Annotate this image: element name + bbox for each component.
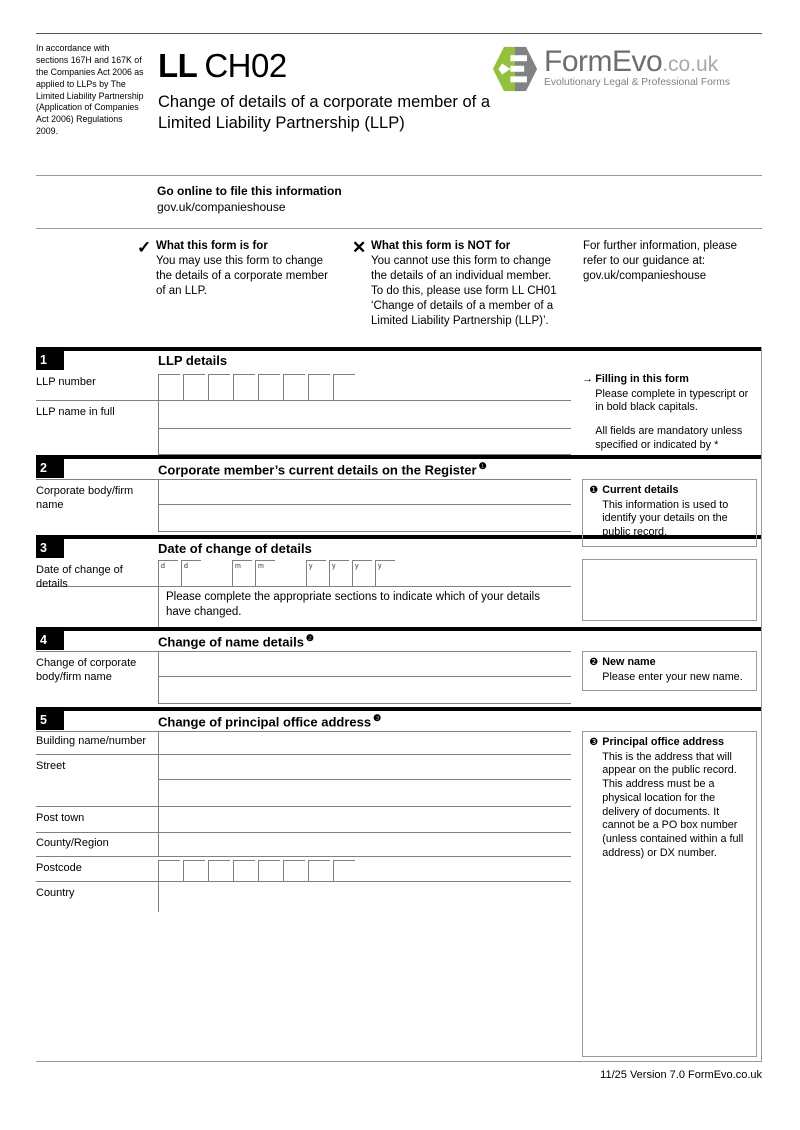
char-box[interactable] bbox=[233, 374, 255, 400]
char-box[interactable] bbox=[308, 860, 330, 881]
street-row bbox=[36, 755, 571, 780]
form-not-for-heading: What this form is NOT for bbox=[371, 240, 511, 252]
llp-number-boxes[interactable] bbox=[158, 371, 571, 400]
char-box[interactable] bbox=[183, 374, 205, 400]
form-footer: 11/25 Version 7.0 FormEvo.co.uk bbox=[600, 1069, 762, 1081]
logo-brand-text: FormEvo bbox=[544, 45, 663, 78]
section5-title bbox=[158, 711, 381, 731]
further-information-text: For further information, please refer to our guidance at: bbox=[583, 240, 738, 267]
section3-body bbox=[36, 559, 761, 627]
form-title-line1: Change of details of a corporate member of a bbox=[158, 93, 491, 111]
further-information bbox=[583, 239, 762, 347]
section5-title-marker: ❸ bbox=[373, 713, 382, 723]
note-current-body: This information is used to identify your details on the public record. bbox=[602, 498, 729, 539]
form-code bbox=[158, 47, 492, 85]
corporate-name-row2 bbox=[36, 505, 571, 532]
llp-name-row2 bbox=[36, 429, 571, 455]
year-box[interactable]: y bbox=[329, 560, 349, 586]
form-code-number: CH02 bbox=[204, 47, 287, 84]
note-principal-body: This is the address that will appear on the public record. This address must be a physical location for the delivery of documents. It cannot be a PO box number (unless contained within a full address) or DX number. bbox=[602, 750, 744, 859]
section4-title-text: Change of name details bbox=[158, 634, 304, 650]
section5-number-badge: 5 bbox=[36, 711, 64, 730]
postcode-label: Postcode bbox=[36, 862, 82, 874]
marker-3-icon: ❸ bbox=[589, 737, 599, 748]
month-box[interactable]: m bbox=[232, 560, 252, 586]
form-not-for-body: You cannot use this form to change the details of an individual member. To do this, please use form LL CH01 ‘Change of details of a member of a Limited Liability Partnership (LLP)’. bbox=[371, 254, 557, 327]
char-box[interactable] bbox=[333, 860, 355, 881]
section4-header bbox=[36, 631, 761, 651]
char-box[interactable] bbox=[158, 860, 180, 881]
section2-number-badge: 2 bbox=[36, 459, 64, 478]
further-information-url[interactable]: gov.uk/companieshouse bbox=[583, 269, 707, 282]
street-row2 bbox=[36, 780, 571, 807]
form-is-for-heading: What this form is for bbox=[156, 240, 268, 252]
char-box[interactable] bbox=[258, 860, 280, 881]
building-label: Building name/number bbox=[36, 735, 147, 747]
note-new-name-title: New name bbox=[602, 656, 656, 668]
marker-1-icon: ❶ bbox=[589, 485, 599, 496]
formevo-hexagon-icon bbox=[492, 45, 538, 93]
llp-number-label: LLP number bbox=[36, 376, 96, 388]
day-box[interactable]: d bbox=[181, 560, 201, 586]
year-box[interactable]: y bbox=[352, 560, 372, 586]
char-box[interactable] bbox=[258, 374, 280, 400]
form-body bbox=[36, 347, 762, 1062]
section4-body bbox=[36, 651, 761, 707]
section4-title-marker: ❷ bbox=[305, 633, 314, 643]
section3-instruction: Please complete the appropriate sections to indicate which of your details have changed. bbox=[166, 591, 540, 618]
instruction-row bbox=[36, 587, 571, 627]
section5-header bbox=[36, 711, 761, 731]
building-input[interactable] bbox=[158, 732, 571, 754]
section1-title: LLP details bbox=[158, 353, 228, 368]
formevo-logo bbox=[492, 43, 762, 175]
section5-title-text: Change of principal office address bbox=[158, 714, 372, 730]
note-new-name-body: Please enter your new name. bbox=[602, 670, 743, 683]
llp-name-input-line2[interactable] bbox=[158, 429, 571, 455]
corporate-name-input-line2[interactable] bbox=[158, 505, 571, 532]
llp-name-input-line1[interactable] bbox=[158, 401, 571, 429]
new-name-label: Change of corporate body/firm name bbox=[36, 657, 137, 683]
section4-number-badge: 4 bbox=[36, 631, 64, 650]
check-icon: ✓ bbox=[137, 238, 152, 257]
char-box[interactable] bbox=[333, 374, 355, 400]
section2-body bbox=[36, 479, 761, 539]
cross-icon: ✕ bbox=[352, 238, 367, 257]
note-principal-title: Principal office address bbox=[602, 736, 725, 748]
corporate-name-input-line1[interactable] bbox=[158, 480, 571, 505]
postcode-boxes[interactable] bbox=[158, 857, 571, 881]
llp-number-input[interactable] bbox=[158, 371, 571, 400]
form-title-line2: Limited Liability Partnership (LLP) bbox=[158, 114, 405, 133]
arrow-icon: → bbox=[582, 373, 594, 385]
date-of-change-input[interactable] bbox=[158, 559, 571, 586]
section1-header bbox=[36, 351, 761, 371]
section2-title bbox=[158, 459, 487, 479]
year-box[interactable]: y bbox=[306, 560, 326, 586]
char-box[interactable] bbox=[233, 860, 255, 881]
form-header bbox=[36, 33, 762, 175]
post-town-input[interactable] bbox=[158, 807, 571, 832]
char-box[interactable] bbox=[158, 374, 180, 400]
note-filling-title: Filling in this form bbox=[595, 373, 689, 385]
new-name-row2 bbox=[36, 677, 571, 704]
section2-title-marker: ❶ bbox=[478, 461, 487, 471]
title-block bbox=[158, 43, 492, 175]
go-online-heading: Go online to file this information bbox=[157, 184, 342, 198]
county-label: County/Region bbox=[36, 837, 109, 849]
day-box[interactable]: d bbox=[158, 560, 178, 586]
char-box[interactable] bbox=[308, 374, 330, 400]
country-label: Country bbox=[36, 887, 75, 899]
year-box[interactable]: y bbox=[375, 560, 395, 586]
marker-2-icon: ❷ bbox=[589, 657, 599, 668]
new-name-row bbox=[36, 652, 571, 683]
llp-name-label: LLP name in full bbox=[36, 406, 115, 418]
note-filling-body2: All fields are mandatory unless specified or indicated by * bbox=[595, 425, 743, 451]
month-box[interactable]: m bbox=[255, 560, 275, 586]
go-online-section bbox=[36, 175, 762, 228]
char-box[interactable] bbox=[208, 374, 230, 400]
form-not-for bbox=[352, 239, 583, 347]
legal-note: In accordance with sections 167H and 167K of the Companies Act 2006 as applied to LLPs by The Limited Liability Partnership (Application of Companies Act 2006) Regulations 2009. bbox=[36, 43, 144, 137]
section1-number-badge: 1 bbox=[36, 351, 64, 370]
county-row bbox=[36, 833, 571, 857]
new-name-input-line2[interactable] bbox=[158, 677, 571, 704]
section2-header bbox=[36, 459, 761, 479]
note-filling-body1: Please complete in typescript or in bold black capitals. bbox=[595, 387, 749, 414]
note-current-details bbox=[582, 479, 757, 547]
date-boxes[interactable] bbox=[158, 559, 571, 586]
county-input[interactable] bbox=[158, 833, 571, 856]
street-input-line1[interactable] bbox=[158, 755, 571, 780]
post-town-row bbox=[36, 807, 571, 833]
form-title bbox=[158, 92, 492, 135]
logo-domain-text: .co.uk bbox=[662, 53, 719, 76]
char-box[interactable] bbox=[283, 374, 305, 400]
street-label: Street bbox=[36, 760, 66, 772]
char-box[interactable] bbox=[283, 860, 305, 881]
country-input[interactable] bbox=[158, 882, 571, 912]
section2-title-text: Corporate member’s current details on the Register bbox=[158, 462, 477, 478]
street-input-line2[interactable] bbox=[158, 780, 571, 806]
section3-title: Date of change of details bbox=[158, 541, 312, 556]
form-is-for-body: You may use this form to change the details of a corporate member of an LLP. bbox=[156, 254, 328, 297]
note-filling-in-this-form bbox=[582, 371, 757, 455]
section5-body bbox=[36, 731, 761, 1057]
date-of-change-row bbox=[36, 559, 571, 590]
go-online-url[interactable]: gov.uk/companieshouse bbox=[157, 200, 286, 214]
section1-body bbox=[36, 371, 761, 455]
char-box[interactable] bbox=[183, 860, 205, 881]
char-box[interactable] bbox=[208, 860, 230, 881]
section3-number-badge: 3 bbox=[36, 539, 64, 558]
form-code-prefix: LL bbox=[158, 47, 198, 84]
corporate-name-label: Corporate body/firm name bbox=[36, 485, 134, 511]
postcode-row bbox=[36, 857, 571, 882]
post-town-label: Post town bbox=[36, 812, 85, 824]
note-principal-office bbox=[582, 731, 757, 1057]
new-name-input-line1[interactable] bbox=[158, 652, 571, 677]
note-current-title: Current details bbox=[602, 484, 679, 496]
building-row bbox=[36, 732, 571, 755]
note-empty-box bbox=[582, 559, 757, 621]
logo-tagline: Evolutionary Legal & Professional Forms bbox=[544, 77, 731, 88]
date-of-change-label: Date of change of details bbox=[36, 564, 123, 590]
form-is-for bbox=[137, 239, 352, 347]
postcode-input[interactable] bbox=[158, 857, 571, 881]
country-row bbox=[36, 882, 571, 912]
note-new-name bbox=[582, 651, 757, 691]
section4-title bbox=[158, 631, 314, 651]
corporate-name-row bbox=[36, 480, 571, 511]
llp-number-row bbox=[36, 371, 571, 401]
guidance-row bbox=[36, 228, 762, 347]
llp-name-row bbox=[36, 401, 571, 429]
